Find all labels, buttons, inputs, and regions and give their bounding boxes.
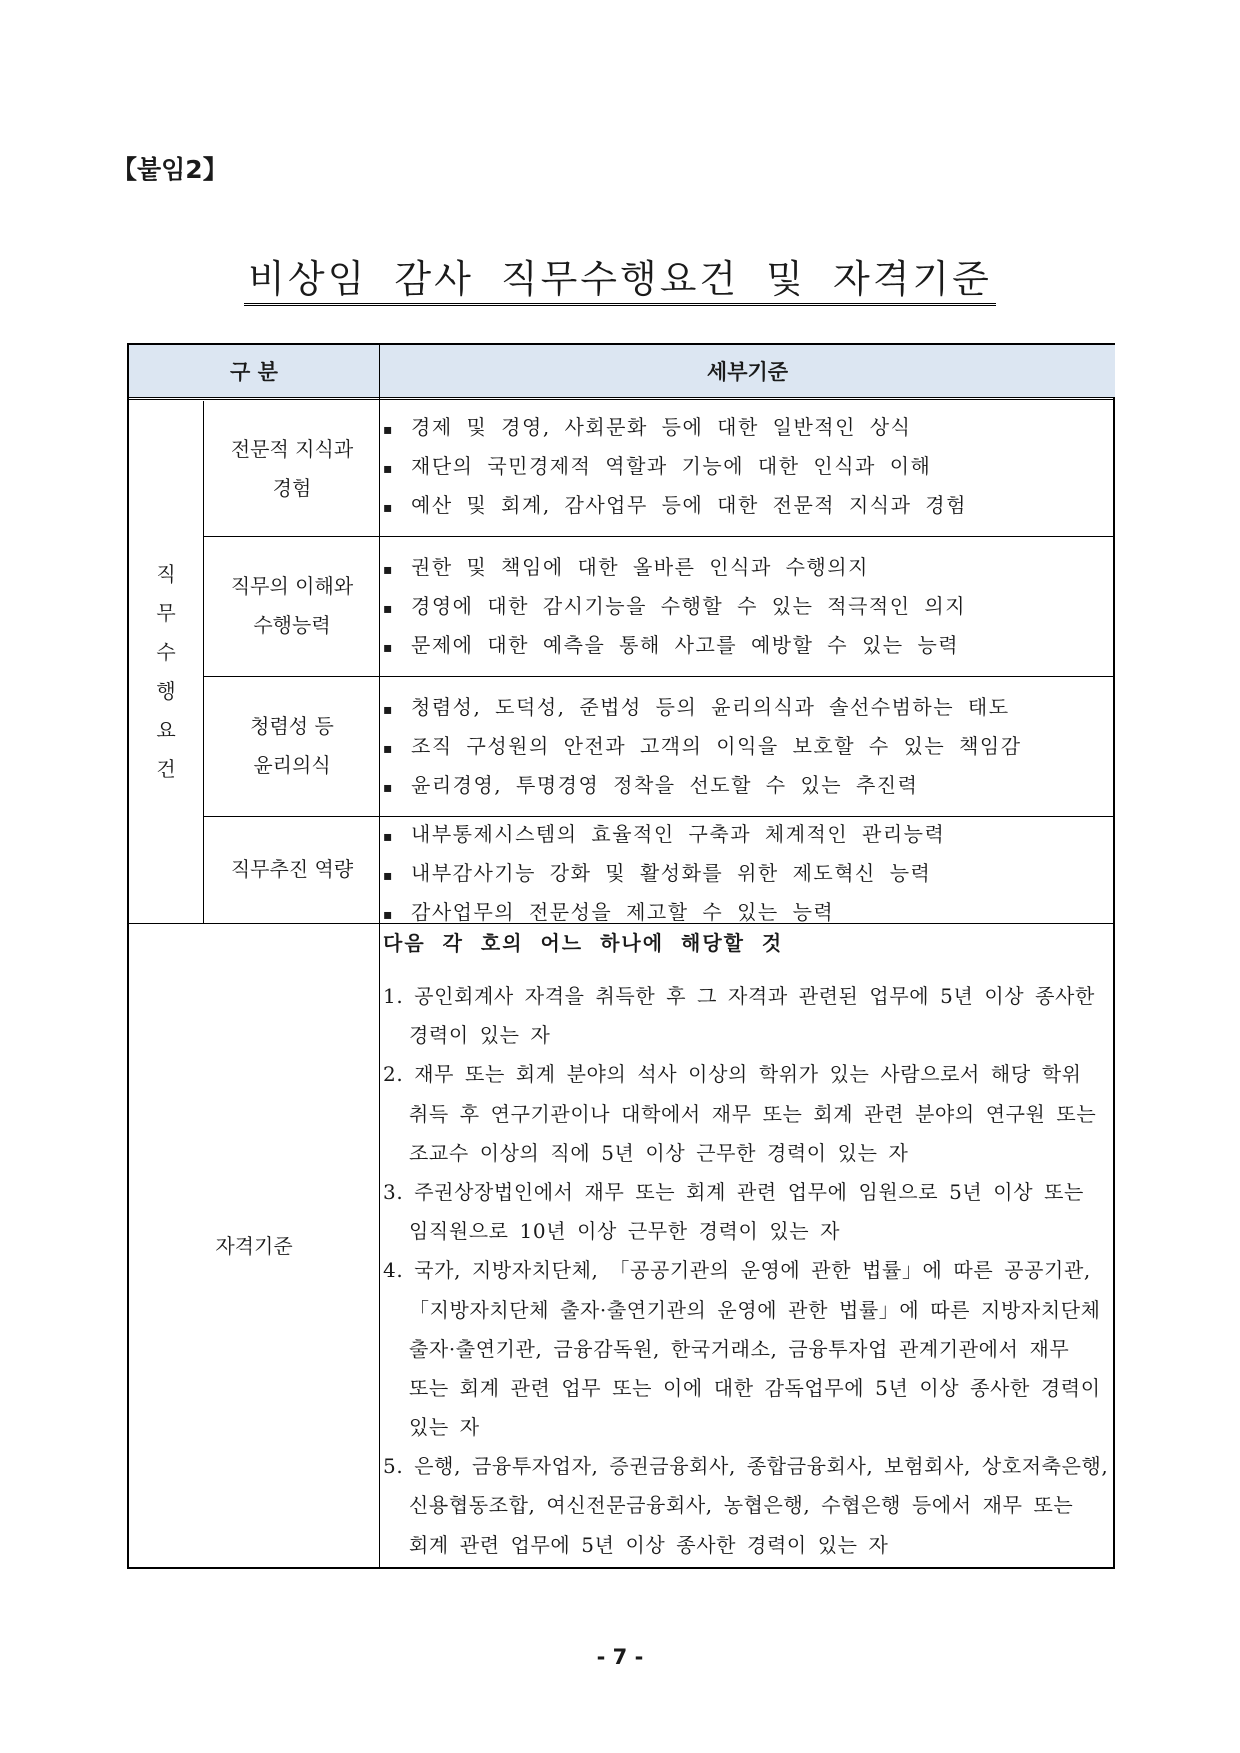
- header-detail: 세부기준: [380, 345, 1115, 397]
- criteria-item: ▪ 문제에 대한 예측을 통해 사고를 예방할 수 있는 능력: [383, 626, 1113, 665]
- qualification-line: 5. 은행, 금융투자업자, 증권금융회사, 종합금융회사, 보험회사, 상호저축은행,: [383, 1454, 1109, 1479]
- category-cell: [205, 401, 379, 536]
- category-cell: [205, 816, 379, 923]
- page-number: - 7 -: [596, 1645, 644, 1669]
- qualification-line: 「지방자치단체 출자·출연기관의 운영에 관한 법률」에 따른 지방자치단체: [409, 1297, 1101, 1322]
- group-divider: [203, 401, 204, 923]
- group-label-vertical: [129, 555, 203, 789]
- category-line: 청렴성 등: [250, 714, 334, 738]
- column-divider: [379, 345, 380, 1569]
- header-category: 구 분: [129, 345, 379, 397]
- category-line: 윤리의식: [253, 753, 331, 777]
- group-label-char: 건: [156, 757, 176, 781]
- qualification-line: 있는 자: [409, 1415, 480, 1440]
- qualification-item: [383, 1447, 1113, 1565]
- criteria-list: [383, 815, 1113, 932]
- qualification-item: [383, 977, 1113, 1055]
- qualification-line: 경력이 있는 자: [409, 1023, 551, 1048]
- criteria-table: [127, 343, 1115, 1569]
- qualification-label: 자격기준: [215, 1233, 293, 1258]
- document-title-text: 비상임 감사 직무수행요건 및 자격기준: [244, 257, 996, 306]
- qualification-line: 출자·출연기관, 금융감독원, 한국거래소, 금융투자업 관계기관에서 재무: [409, 1336, 1070, 1361]
- category-cell: [205, 676, 379, 816]
- header-separator: [129, 397, 1115, 400]
- criteria-item: ▪ 경영에 대한 감시기능을 수행할 수 있는 적극적인 의지: [383, 587, 1113, 626]
- group-label-char: 직: [156, 562, 176, 586]
- group-label-char: 수: [156, 640, 176, 664]
- qualification-line: 4. 국가, 지방자치단체, 「공공기관의 운영에 관한 법률」에 따른 공공기관,: [383, 1258, 1091, 1283]
- criteria-list: [383, 408, 1113, 525]
- qualification-line: 회계 관련 업무에 5년 이상 종사한 경력이 있는 자: [409, 1532, 889, 1557]
- criteria-item: ▪ 내부통제시스템의 효율적인 구축과 체계적인 관리능력: [383, 815, 1113, 854]
- group-label-char: 무: [156, 601, 176, 625]
- category-line: 전문적 지식과: [230, 436, 354, 461]
- category-line: 직무추진 역량: [230, 857, 354, 881]
- group-label-char: 요: [156, 718, 176, 742]
- qualification-line: 3. 주권상장법인에서 재무 또는 회계 관련 업무에 임원으로 5년 이상 또는: [383, 1179, 1084, 1204]
- qualification-content: [383, 923, 1113, 1565]
- qualification-item: [383, 1055, 1113, 1173]
- qualification-line: 2. 재무 또는 회계 분야의 석사 이상의 학위가 있는 사람으로서 해당 학위: [383, 1062, 1082, 1087]
- qualification-line: 1. 공인회계사 자격을 취득한 후 그 자격과 관련된 업무에 5년 이상 종사한: [383, 984, 1095, 1008]
- criteria-item: ▪ 청렴성, 도덕성, 준법성 등의 윤리의식과 솔선수범하는 태도: [383, 688, 1113, 727]
- qualification-line: 또는 회계 관련 업무 또는 이에 대한 감독업무에 5년 이상 종사한 경력이: [409, 1375, 1101, 1400]
- criteria-list: [383, 548, 1113, 665]
- criteria-item: ▪ 예산 및 회계, 감사업무 등에 대한 전문적 지식과 경험: [383, 486, 1113, 525]
- criteria-item: ▪ 감사업무의 전문성을 제고할 수 있는 능력: [383, 893, 1113, 932]
- criteria-item: ▪ 조직 구성원의 안전과 고객의 이익을 보호할 수 있는 책임감: [383, 727, 1113, 766]
- attachment-label: 【붙임2】: [112, 155, 228, 184]
- criteria-item: ▪ 재단의 국민경제적 역할과 기능에 대한 인식과 이해: [383, 447, 1113, 486]
- criteria-item: ▪ 내부감사기능 강화 및 활성화를 위한 제도혁신 능력: [383, 854, 1113, 893]
- document-title: [0, 248, 1240, 303]
- criteria-item: ▪ 윤리경영, 투명경영 정착을 선도할 수 있는 추진력: [383, 766, 1113, 805]
- qualification-line: 신용협동조합, 여신전문금융회사, 농협은행, 수협은행 등에서 재무 또는: [409, 1493, 1074, 1518]
- group-label-char: 행: [156, 679, 176, 703]
- qualification-label-cell: [129, 923, 379, 1569]
- qualification-line: 조교수 이상의 직에 5년 이상 근무한 경력이 있는 자: [409, 1140, 909, 1165]
- qualification-heading: 다음 각 호의 어느 하나에 해당할 것: [383, 931, 784, 955]
- qualification-line: 취득 후 연구기관이나 대학에서 재무 또는 회계 관련 분야의 연구원 또는: [409, 1101, 1097, 1126]
- category-cell: [205, 536, 379, 676]
- category-line: 수행능력: [253, 613, 331, 637]
- criteria-item: ▪ 권한 및 책임에 대한 올바른 인식과 수행의지: [383, 548, 1113, 587]
- category-line: 경험: [272, 475, 312, 500]
- criteria-item: ▪ 경제 및 경영, 사회문화 등에 대한 일반적인 상식: [383, 408, 1113, 447]
- criteria-list: [383, 688, 1113, 805]
- category-line: 직무의 이해와: [230, 574, 354, 598]
- qualification-item: [383, 1173, 1113, 1251]
- qualification-item: [383, 1251, 1113, 1447]
- qualification-line: 임직원으로 10년 이상 근무한 경력이 있는 자: [409, 1219, 841, 1244]
